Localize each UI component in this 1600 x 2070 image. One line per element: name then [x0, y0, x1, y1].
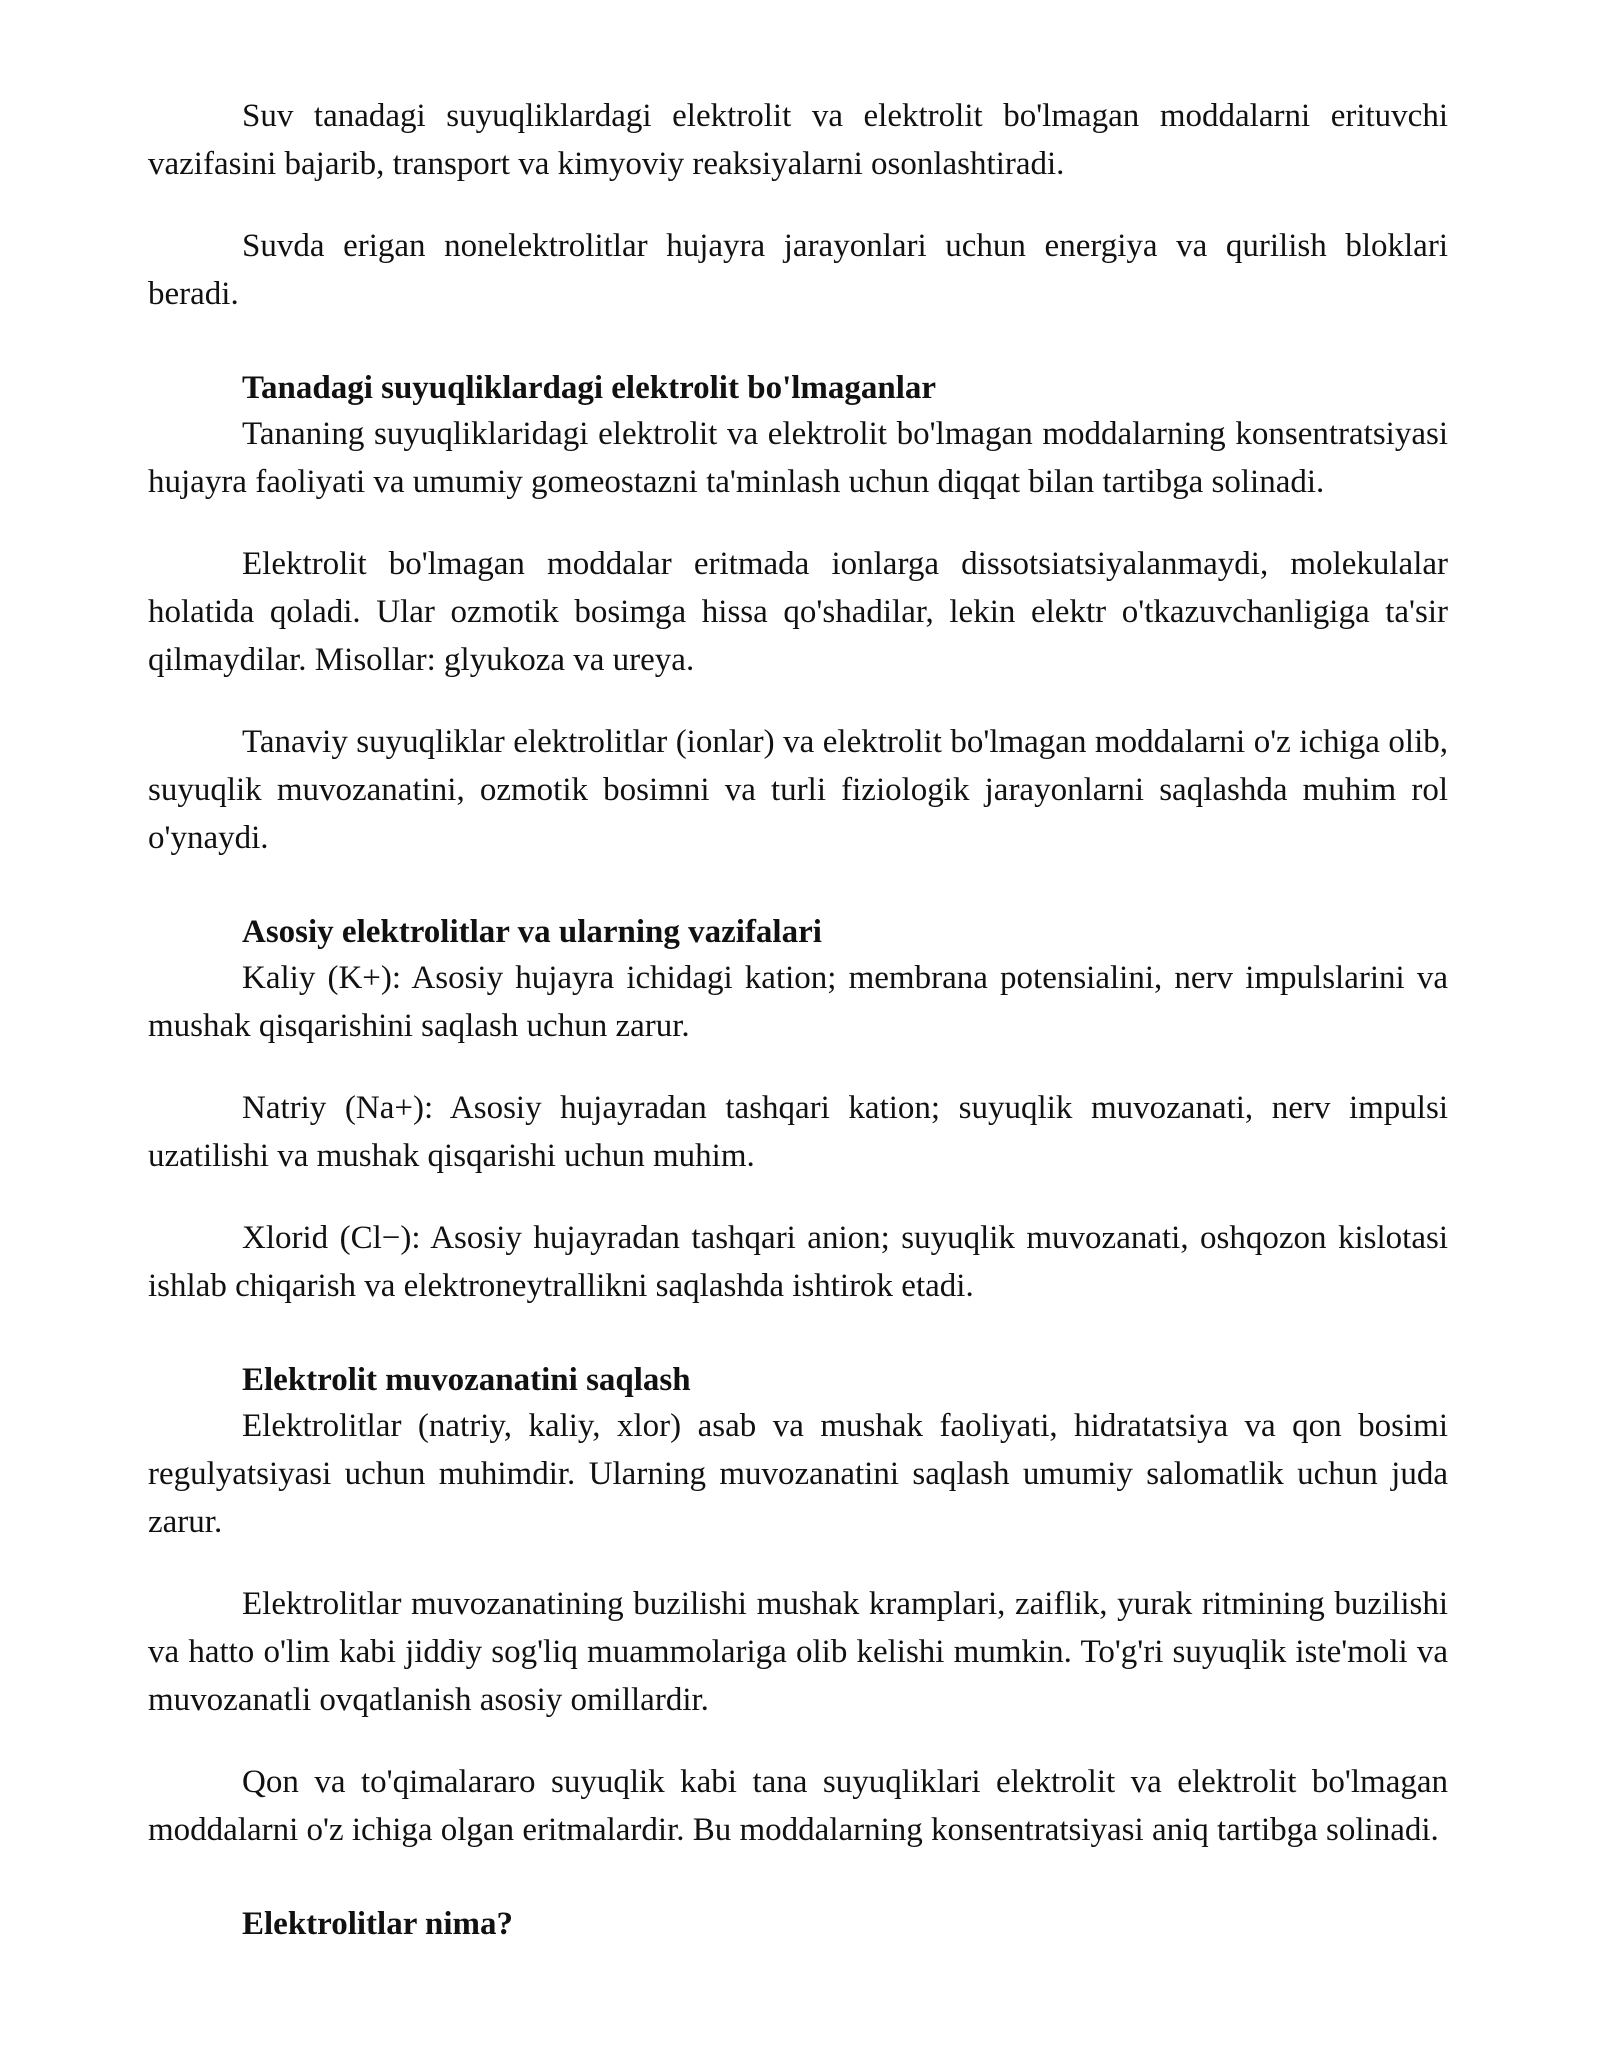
heading-nonelectrolytes-in-body-fluids: Tanadagi suyuqliklardagi elektrolit bo'lmaganlar	[242, 370, 937, 406]
heading-main-electrolytes: Asosiy elektrolitlar va ularning vazifalari	[242, 914, 822, 950]
paragraph-potassium: Kaliy (K+): Asosiy hujayra ichidagi kation; membrana potensialini, nerv impulslarini va mushak qisqarishini saqlash uchun zarur.	[148, 960, 1448, 1044]
heading-electrolyte-balance: Elektrolit muvozanatini saqlash	[242, 1362, 691, 1398]
paragraph-blood-interstitial: Qon va to'qimalararo suyuqlik kabi tana suyuqliklari elektrolit va elektrolit bo'lmagan moddalarni o'z ichiga olgan eritmalardir. Bu moddalarning konsentratsiyasi aniq tartibga solinadi.	[148, 1764, 1448, 1848]
paragraph-nonelectrolyte-definition: Elektrolit bo'lmagan moddalar eritmada ionlarga dissotsiatsiyalanmaydi, molekulalar holatida qoladi. Ular ozmotik bosimga hissa qo'shadilar, lekin elektr o'tkazuvchanligiga ta'sir qilmaydilar. Misollar: glyukoza va ureya.	[148, 546, 1448, 678]
paragraph-body-fluids-role: Tanaviy suyuqliklar elektrolitlar (ionlar) va elektrolit bo'lmagan moddalarni o'z ichiga olib, suyuqlik muvozanatini, ozmotik bosimni va turli fiziologik jarayonlarni saqlashda muhim rol o'ynaydi.	[148, 724, 1448, 856]
paragraph-imbalance-effects: Elektrolitlar muvozanatining buzilishi mushak kramplari, zaiflik, yurak ritmining buzilishi va hatto o'lim kabi jiddiy sog'liq muammolariga olib kelishi mumkin. To'g'ri suyuqlik iste'moli va muvozanatli ovqatlanish asosiy omillardir.	[148, 1586, 1448, 1718]
paragraph-concentration-regulation: Tananing suyuqliklaridagi elektrolit va elektrolit bo'lmagan moddalarning konsentratsiyasi hujayra faoliyati va umumiy gomeostazni ta'minlash uchun diqqat bilan tartibga solinadi.	[148, 416, 1448, 500]
paragraph-sodium: Natriy (Na+): Asosiy hujayradan tashqari kation; suyuqlik muvozanati, nerv impulsi uzatilishi va mushak qisqarishi uchun muhim.	[148, 1090, 1448, 1174]
paragraph-water-solvent: Suv tanadagi suyuqliklardagi elektrolit va elektrolit bo'lmagan moddalarni erituvchi vazifasini bajarib, transport va kimyoviy reaksiyalarni osonlashtiradi.	[148, 98, 1448, 182]
paragraph-electrolytes-importance: Elektrolitlar (natriy, kaliy, xlor) asab va mushak faoliyati, hidratatsiya va qon bosimi regulyatsiyasi uchun muhimdir. Ularning muvozanatini saqlash umumiy salomatlik uchun juda zarur.	[148, 1408, 1448, 1540]
paragraph-chloride: Xlorid (Cl−): Asosiy hujayradan tashqari anion; suyuqlik muvozanati, oshqozon kislotasi ishlab chiqarish va elektroneytrallikni saqlashda ishtirok etadi.	[148, 1220, 1448, 1304]
paragraph-nonelectrolytes-energy: Suvda erigan nonelektrolitlar hujayra jarayonlari uchun energiya va qurilish bloklari beradi.	[148, 228, 1448, 312]
document-page	[148, 92, 1448, 1946]
heading-what-are-electrolytes: Elektrolitlar nima?	[242, 1906, 514, 1942]
